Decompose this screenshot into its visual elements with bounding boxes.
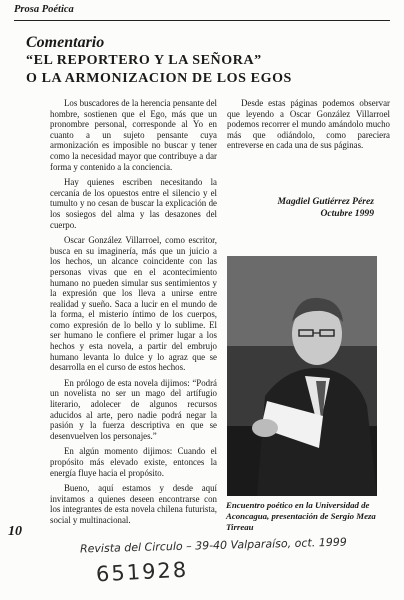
paragraph: Los buscadores de la herencia pensante del hombre, sostienen que el Ego, más que un pronombre personal, corresponde al Yo en cuanto a un sujeto pensante cuya armonización es imposible no buscar y tener como la necesidad mayor que contribuye a dar forma y contenido a la conciencia. bbox=[50, 98, 217, 172]
article-subheadline: O LA ARMONIZACION DE LOS EGOS bbox=[26, 71, 292, 86]
section-title: Prosa Poética bbox=[14, 4, 74, 15]
header-rule bbox=[14, 20, 390, 21]
author-signature: Magdiel Gutiérrez Pérez bbox=[277, 196, 374, 207]
paragraph: Hay quienes escriben necesitando la cercanía de los opuestos entre el silencio y el tumulto y no cesan de buscar la explicación de los sosiegos del alma y las desazones del cuerpo. bbox=[50, 177, 217, 230]
speaker-photo-image bbox=[227, 256, 377, 496]
photo-caption: Encuentro poético en la Universidad de Aconcagua, presentación de Sergio Meza Tirreau bbox=[226, 500, 376, 532]
article-left-column bbox=[50, 98, 217, 531]
paragraph: Bueno, aquí estamos y desde aquí invitamos a quienes deseen encontrarse con los integrantes de esta novela chilena futurista, social y multinacional. bbox=[50, 483, 217, 525]
handwritten-note: Revista del Circulo – 39-40 Valparaíso, oct. 1999 bbox=[79, 535, 347, 556]
article-kicker: Comentario bbox=[26, 34, 105, 51]
page-number: 10 bbox=[8, 524, 22, 539]
article-right-column bbox=[227, 98, 390, 156]
signature-date: Octubre 1999 bbox=[320, 208, 374, 219]
paragraph: En prólogo de esta novela dijimos: “Podrá un novelista no ser un mago del artífugio literario, adolecer de algunos recursos aducidos al arte, pero nadie podrá negar la pasión y la fuerza descriptiva en que se desenvuelven los personajes.” bbox=[50, 377, 217, 441]
article-headline: “EL REPORTERO Y LA SEÑORA” bbox=[26, 53, 262, 68]
paragraph: En algún momento dijimos: Cuando el propósito más elevado existe, entonces la energía fluye hacia el propósito. bbox=[50, 446, 217, 478]
event-photo bbox=[227, 256, 377, 496]
paragraph: Desde estas páginas podemos observar que leyendo a Oscar González Villarroel podemos recorrer el mundo amándolo mucho más que odiándolo, como pareciera entreverse en cada una de sus páginas. bbox=[227, 98, 390, 151]
handwritten-code: 651928 bbox=[95, 557, 189, 587]
paragraph: Oscar González Villarroel, como escritor, busca en su imaginería, más que un juicio a los hechos, un alcance coincidente con las personas vivas que en el acontecimiento humano no pueden simular sus sentimientos y la expresión que los lleva a unirse entre realidad y sueño. Saca a lucir en el mundo de la forma, el misterio íntimo de los cuerpos, como expresión de lo bello y lo sublime. El ser humano le confiere el primer lugar a los hechos y esta novela, a partir del embrujo humano levanta lo dulce y lo agraz que se desarrolla en el curso de estos hechos. bbox=[50, 235, 217, 373]
